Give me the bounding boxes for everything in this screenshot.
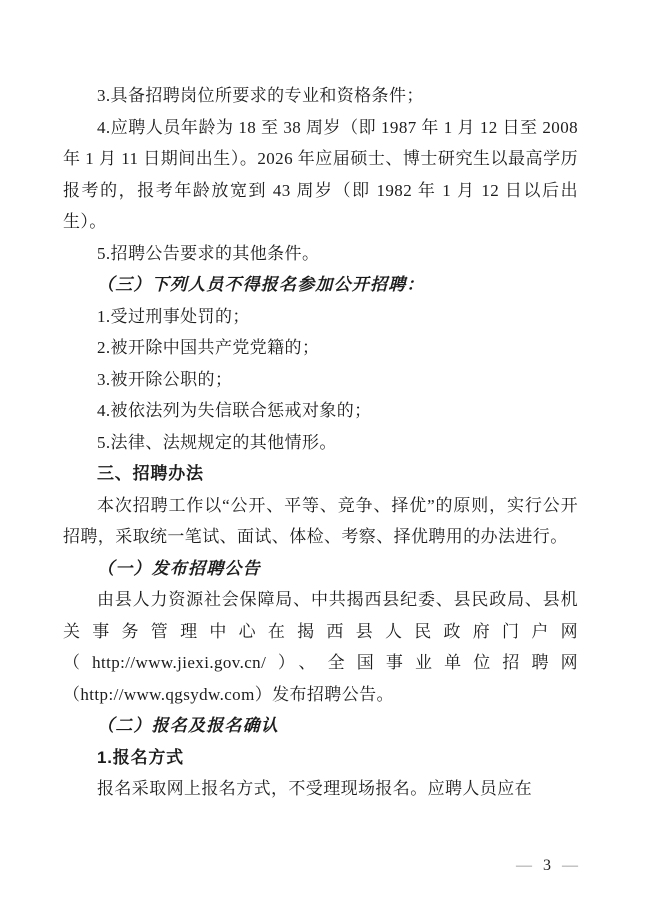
footer-left-dash: — [516, 857, 532, 874]
paragraph-registration-method: 报名采取网上报名方式，不受理现场报名。应聘人员应在 [97, 779, 532, 798]
paragraph-announcement-websites: 由县人力资源社会保障局、中共揭西县纪委、县民政局、县机关事务管理中心在揭西县人民政府门户网（http://www.jiexi.gov.cn/）、全国事业单位招聘网（http://www.qgsydw.com）发布招聘公告。 [63, 590, 578, 704]
paragraph-recruitment-principles: 本次招聘工作以“公开、平等、竞争、择优”的原则，实行公开招聘，采取统一笔试、面试、体检、考察、择优聘用的办法进行。 [63, 495, 578, 546]
clause-age-requirements: 4.应聘人员年龄为 18 至 38 周岁（即 1987 年 1 月 12 日至 2008 年 1 月 11 日期间出生）。2026 年应届硕士、博士研究生以最高学历报考的，报考年龄放宽到 43 周岁（即 1982 年 1 月 12 日以后出生）。 [63, 117, 578, 231]
page-footer [516, 856, 578, 876]
heading-prohibited-applicants: （三）下列人员不得报名参加公开招聘： [97, 275, 425, 294]
heading-registration-method: 1.报名方式 [97, 747, 184, 767]
prohibited-item-4: 4.被依法列为失信联合惩戒对象的； [97, 401, 372, 420]
heading-publish-announcement: （一）发布招聘公告 [97, 558, 261, 578]
document-body [63, 80, 578, 805]
clause-other-requirements: 5.招聘公告要求的其他条件。 [97, 243, 320, 263]
heading-recruitment-method: 三、招聘办法 [97, 464, 204, 483]
prohibited-item-1: 1.受过刑事处罚的； [97, 306, 250, 326]
footer-right-dash: — [562, 857, 578, 874]
prohibited-item-3: 3.被开除公职的； [97, 369, 233, 389]
heading-registration-confirmation: （二）报名及报名确认 [97, 716, 279, 735]
prohibited-item-2: 2.被开除中国共产党党籍的； [97, 338, 320, 357]
page-number: 3 [543, 857, 551, 874]
prohibited-item-5: 5.法律、法规规定的其他情形。 [97, 432, 337, 452]
clause-qualification-requirements: 3.具备招聘岗位所要求的专业和资格条件； [97, 86, 424, 105]
